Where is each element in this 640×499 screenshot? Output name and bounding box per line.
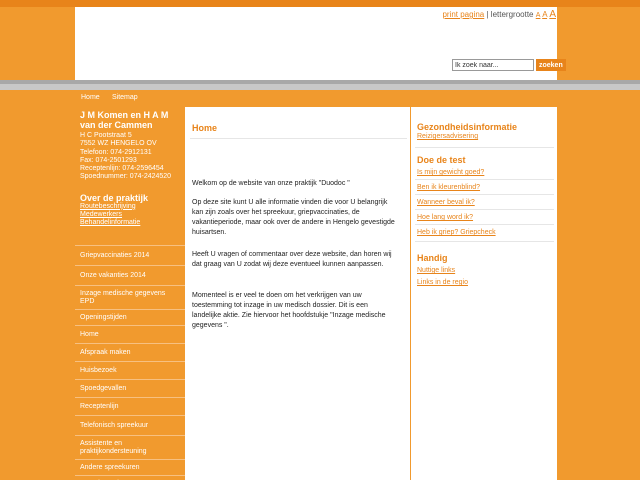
test-link-delivery[interactable]: Wanneer beval ik? — [417, 199, 475, 206]
search-form — [452, 59, 566, 71]
test-link-flu[interactable]: Heb ik griep? Griepcheck — [417, 229, 496, 236]
consent-paragraph: Momenteel is er veel te doen om het verkrijgen van uw toestemming tot inzage in uw medisch dossier. Dit is een landelijke aktie. Zie hiervoor het hoofdstukje "Inzage medische gegevens ". — [192, 292, 386, 329]
right-orange-margin — [557, 0, 640, 480]
title-divider — [190, 138, 407, 139]
font-size-large-link[interactable]: A — [549, 9, 556, 20]
sidebar-item-avonddienst[interactable]: Avond-, nacht- en weekenddienst — [75, 475, 185, 499]
sidebar-item-griepvaccinaties[interactable]: Griepvaccinaties 2014 — [75, 245, 185, 265]
sidebar-item-vakanties[interactable]: Onze vakanties 2014 — [75, 265, 185, 285]
sidebar-item-afspraak[interactable]: Afspraak maken — [75, 343, 185, 361]
top-strip — [0, 0, 640, 7]
nav-sitemap-link[interactable]: Sitemap — [112, 94, 138, 101]
left-sidebar — [75, 107, 185, 495]
search-button[interactable]: zoeken — [536, 59, 566, 71]
nav-home-link[interactable]: Home — [81, 94, 100, 101]
test-link-weight[interactable]: Is mijn gewicht goed? — [417, 169, 485, 176]
link-divider — [415, 179, 554, 180]
staff-link[interactable]: Medewerkers — [80, 211, 123, 219]
prescription-line: Receptenlijn: 074-2596454 — [80, 165, 164, 173]
link-divider — [415, 224, 554, 225]
right-sidebar — [410, 107, 558, 480]
section-divider — [415, 241, 554, 242]
utility-separator: | — [486, 10, 489, 19]
welcome-paragraph: Welkom op de website van onze praktijk "Duodoc " — [192, 180, 350, 187]
address-line: H C Pootstraat 5 — [80, 132, 132, 139]
sidebar-item-openingstijden[interactable]: Openingstijden — [75, 309, 185, 325]
sidebar-menu — [75, 245, 185, 499]
utility-bar — [442, 9, 556, 20]
treatment-info-link[interactable]: Behandelinformatie — [80, 219, 141, 227]
font-size-medium-link[interactable]: A — [542, 10, 548, 19]
address-line: 7552 WZ HENGELO OV — [80, 140, 157, 148]
link-divider — [415, 194, 554, 195]
left-orange-margin — [0, 0, 75, 480]
phone-line: Telefoon: 074-2912131 — [80, 148, 152, 156]
useful-links-link[interactable]: Nuttige links — [417, 267, 456, 274]
regional-links-link[interactable]: Links in de regio — [417, 279, 468, 286]
main-content — [185, 107, 410, 480]
fax-line: Fax: 074-2501293 — [80, 156, 137, 164]
print-page-link[interactable]: print pagina — [442, 10, 485, 19]
font-size-label: lettergrootte — [490, 10, 534, 19]
health-info-heading: Gezondheidsinformatie — [417, 122, 518, 132]
sidebar-item-andere-spreekuren[interactable]: Andere spreekuren — [75, 459, 185, 475]
intro-paragraph: Op deze site kunt U alle informatie vinden die voor U belangrijk kan zijn zoals over het spreekuur, griepvaccinaties, de vakantieperiode, maar ook over de andere in Hengelo gevestigde huisartsen. — [192, 199, 395, 236]
emergency-line: Spoednummer: 074-2424520 — [80, 173, 172, 181]
sidebar-item-spoedgevallen[interactable]: Spoedgevallen — [75, 379, 185, 397]
sidebar-item-assistente[interactable]: Assistente en praktijkondersteuning — [75, 435, 185, 459]
route-link[interactable]: Routebeschrijving — [80, 202, 136, 210]
travel-advice-link[interactable]: Reizigersadvisering — [417, 133, 479, 140]
sidebar-item-telefonisch[interactable]: Telefonisch spreekuur — [75, 415, 185, 435]
test-link-lifespan[interactable]: Hoe lang word ik? — [417, 214, 474, 221]
top-navigation — [75, 90, 557, 107]
sidebar-item-receptenlijn[interactable]: Receptenlijn — [75, 397, 185, 415]
handig-heading: Handig — [417, 253, 448, 263]
sidebar-item-home[interactable]: Home — [75, 325, 185, 343]
feedback-paragraph: Heeft U vragen of commentaar over deze website, dan horen wij dat graag van U zodat wij deze eventueel kunnen aanpassen. — [192, 251, 392, 268]
section-divider — [415, 147, 554, 148]
sidebar-item-huisbezoek[interactable]: Huisbezoek — [75, 361, 185, 379]
practice-address — [75, 130, 185, 182]
link-divider — [415, 209, 554, 210]
test-heading: Doe de test — [417, 155, 466, 165]
test-link-colorblind[interactable]: Ben ik kleurenblind? — [417, 184, 481, 191]
search-input[interactable] — [452, 59, 534, 71]
practice-name: J M Komen en H A M van der Cammen — [80, 110, 169, 130]
over-de-praktijk-heading: Over de praktijk — [80, 192, 149, 203]
page-title: Home — [192, 123, 218, 133]
over-links — [75, 203, 185, 228]
sidebar-item-inzage[interactable]: Inzage medische gegevens EPD — [75, 285, 185, 309]
font-size-small-link[interactable]: A — [535, 12, 541, 19]
